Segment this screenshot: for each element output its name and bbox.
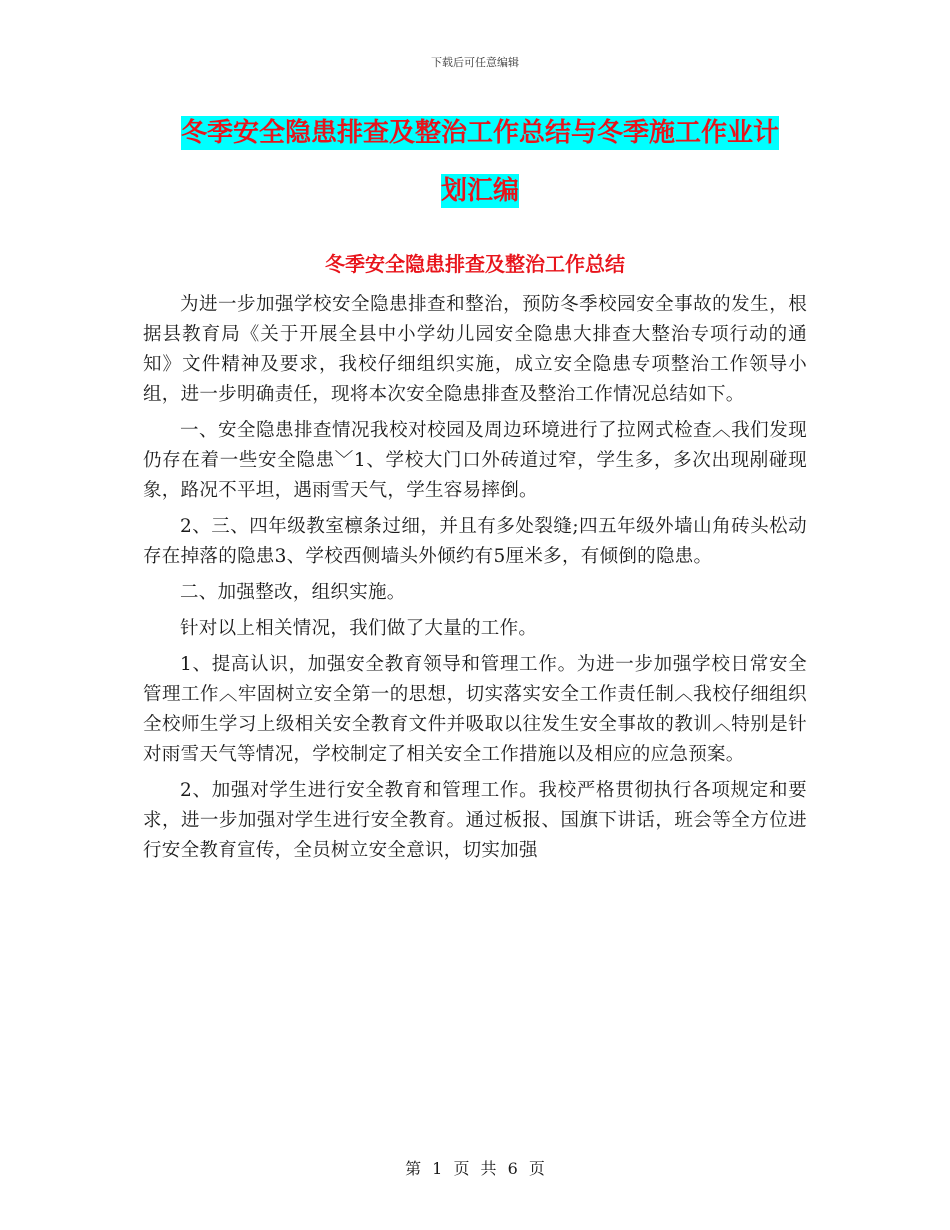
paragraph: 针对以上相关情况，我们做了大量的工作。	[180, 618, 538, 639]
body-text	[143, 290, 807, 872]
page-footer: 第 1 页 共 6 页	[405, 1159, 545, 1178]
paragraph: 2、加强对学生进行安全教育和管理工作。我校严格贯彻执行各项规定和要求，进一步加强对学生进行安全教育。通过板报、国旗下讲话，班会等全方位进行安全教育宣传，全员树立安全意识，切实加强	[143, 780, 807, 861]
section-title: 冬季安全隐患排查及整治工作总结	[325, 252, 625, 276]
paragraph: 一、安全隐患排查情况我校对校园及周边环境进行了拉网式检查︿我们发现仍存在着一些安全隐患﹀1、学校大门口外砖道过窄，学生多，多次出现剐碰现象，路况不平坦，遇雨雪天气，学生容易摔倒。	[143, 420, 807, 501]
paragraph: 2、三、四年级教室檩条过细，并且有多处裂缝;四五年级外墙山角砖头松动存在掉落的隐患3、学校西侧墙头外倾约有5厘米多，有倾倒的隐患。	[143, 516, 807, 567]
document-title	[120, 104, 840, 220]
header-note: 下载后可任意编辑	[431, 56, 519, 69]
title-line-2: 划汇编	[440, 176, 519, 206]
paragraph: 二、加强整改，组织实施。	[180, 582, 406, 603]
paragraph: 为进一步加强学校安全隐患排查和整治，预防冬季校园安全事故的发生，根据县教育局《关于开展全县中小学幼儿园安全隐患大排查大整治专项行动的通知》文件精神及要求，我校仔细组织实施，成立安全隐患专项整治工作领导小组，进一步明确责任，现将本次安全隐患排查及整治工作情况总结如下。	[143, 294, 807, 405]
title-line-1: 冬季安全隐患排查及整治工作总结与冬季施工作业计	[180, 118, 779, 148]
paragraph: 1、提高认识，加强安全教育领导和管理工作。为进一步加强学校日常安全管理工作︿牢固树立安全第一的思想，切实落实安全工作责任制︿我校仔细组织全校师生学习上级相关安全教育文件并吸取以往发生安全事故的教训︿特别是针对雨雪天气等情况，学校制定了相关安全工作措施以及相应的应急预案。	[143, 654, 807, 765]
